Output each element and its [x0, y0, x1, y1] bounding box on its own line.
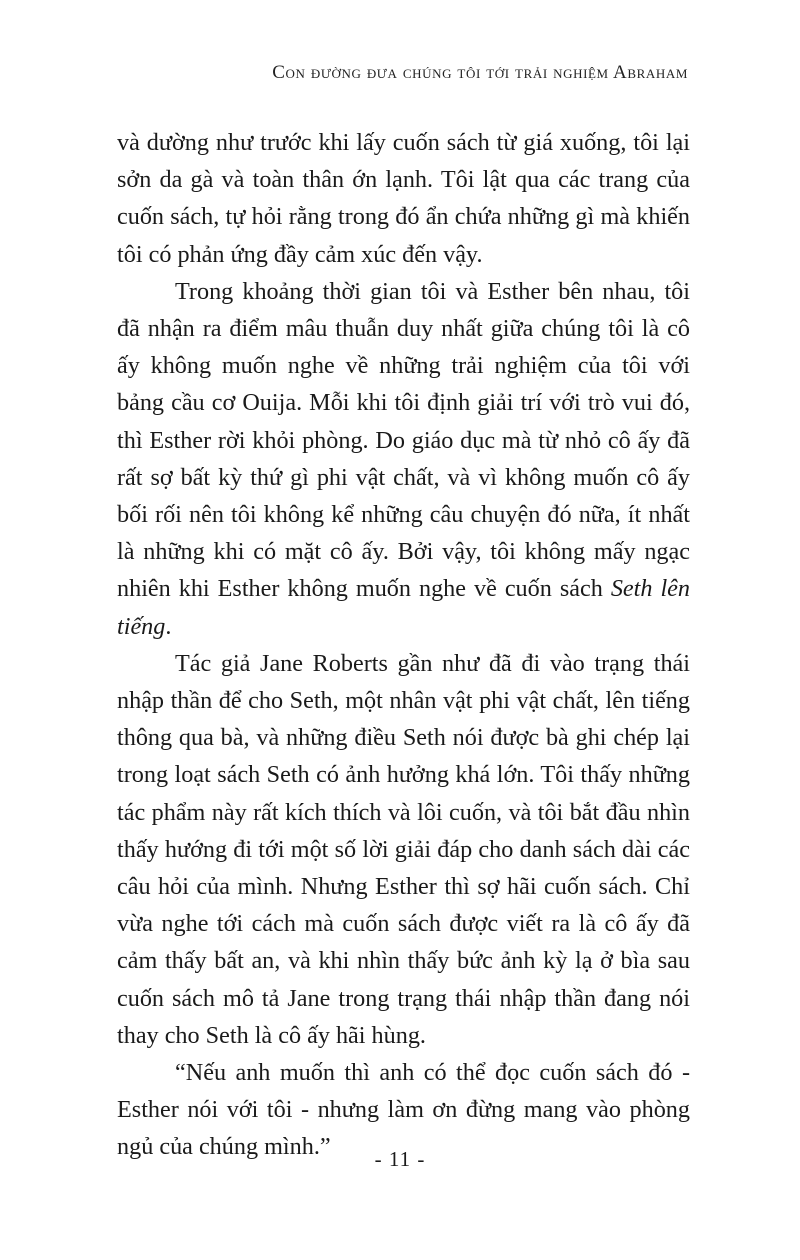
paragraph-2-text-before: Trong khoảng thời gian tôi và Esther bên nhau, tôi đã nhận ra điểm mâu thuẫn duy nhất giữa chúng tôi là cô ấy không muốn nghe về những trải nghiệm của tôi với bảng cầu cơ Ouija. Mỗi khi tôi định giải trí với trò vui đó, thì Esther rời khỏi phòng. Do giáo dục mà từ nhỏ cô ấy đã rất sợ bất kỳ thứ gì phi vật chất, và vì không muốn cô ấy bối rối nên tôi không kể những câu chuyện đó nữa, ít nhất là những khi có mặt cô ấy. Bởi vậy, tôi không mấy ngạc nhiên khi Esther không muốn nghe về cuốn sách	[117, 277, 690, 603]
book-title-italic: Seth lên tiếng	[117, 575, 691, 640]
paragraph-2	[117, 273, 690, 645]
paragraph-3: Tác giả Jane Roberts gần như đã đi vào trạng thái nhập thần để cho Seth, một nhân vật phi vật chất, lên tiếng thông qua bà, và những điều Seth nói được bà ghi chép lại trong loạt sách Seth có ảnh hưởng khá lớn. Tôi thấy những tác phẩm này rất kích thích và lôi cuốn, và tôi bắt đầu nhìn thấy hướng đi tới một số lời giải đáp cho danh sách dài các câu hỏi của mình. Nhưng Esther thì sợ hãi cuốn sách. Chỉ vừa nghe tới cách mà cuốn sách được viết ra là cô ấy đã cảm thấy bất an, và khi nhìn thấy bức ảnh kỳ lạ ở bìa sau cuốn sách mô tả Jane trong trạng thái nhập thần đang nói thay cho Seth là cô ấy hãi hùng.	[117, 649, 690, 1049]
page-number: - 11 -	[374, 1147, 426, 1171]
running-header: Con đường đưa chúng tôi tới trải nghiệm Abraham	[272, 62, 688, 83]
paragraph-4-quote: “Nếu anh muốn thì anh có thể đọc cuốn sách đó - Esther nói với tôi - nhưng làm ơn đừng mang vào phòng ngủ của chúng mình.”	[117, 1059, 690, 1161]
paragraph-1: và dường như trước khi lấy cuốn sách từ giá xuống, tôi lại sởn da gà và toàn thân ớn lạnh. Tôi lật qua các trang của cuốn sách, tự hỏi rằng trong đó ẩn chứa những gì mà khiến tôi có phản ứng đầy cảm xúc đến vậy.	[117, 129, 690, 268]
paragraph-2-text-after: .	[165, 612, 172, 640]
body-text	[117, 124, 690, 1166]
